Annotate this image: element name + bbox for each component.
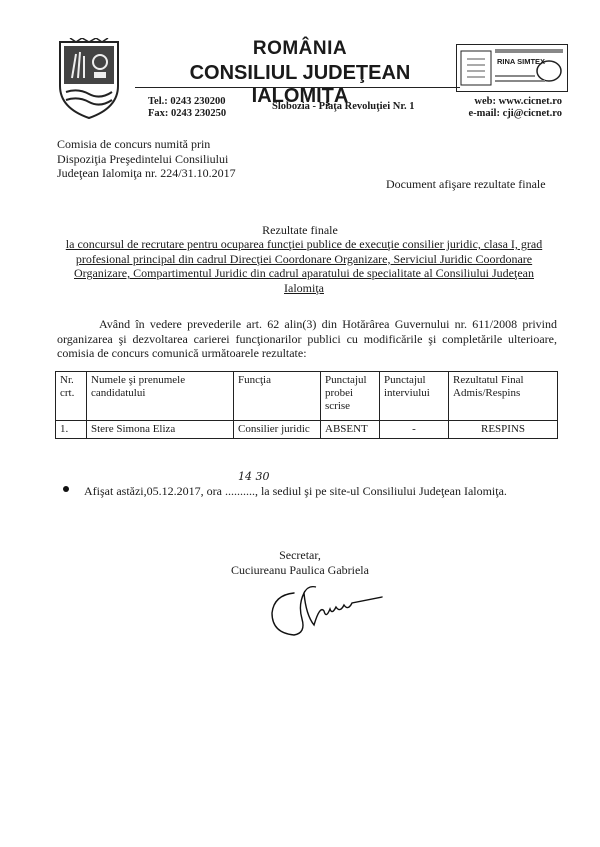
header-final-result: Rezultatul Final Admis/Respins <box>449 372 558 421</box>
cell-interview-score: - <box>380 421 449 439</box>
header-name: Numele şi prenumele candidatului <box>87 372 234 421</box>
commission-line: Dispoziţia Preşedintelui Consiliului <box>57 151 229 166</box>
certification-label: RINA SIMTEX <box>497 57 546 66</box>
posted-suffix: , la sediul şi pe site-ul Consiliului Judeţean Ialomiţa. <box>254 484 507 498</box>
posted-prefix: Afişat astăzi,05.12.2017, ora <box>84 484 225 498</box>
email: e-mail: cji@cicnet.ro <box>468 108 562 119</box>
certification-icon <box>457 45 567 91</box>
cell-written-score: ABSENT <box>321 421 380 439</box>
document-label: Document afişare rezultate finale <box>386 177 546 191</box>
header-interview-score: Punctajul interviului <box>380 372 449 421</box>
cell-function: Consilier juridic <box>234 421 321 439</box>
fax-number: Fax: 0243 230250 <box>148 108 227 119</box>
header-written-score: Punctajul probei scrise <box>321 372 380 421</box>
posted-dots: .......... <box>224 484 255 498</box>
cell-name: Stere Simona Eliza <box>87 421 234 439</box>
address: Slobozia - Piaţa Revoluţiei Nr. 1 <box>272 101 415 112</box>
header-divider <box>135 87 460 88</box>
institution-title: CONSILIUL JUDEŢEAN IALOMIŢA <box>189 62 411 107</box>
cell-nr: 1. <box>56 421 87 439</box>
results-table <box>55 371 558 439</box>
website: web: www.cicnet.ro <box>474 96 562 107</box>
intro-text: Având în vedere prevederile art. 62 alin(3) din Hotărârea Guvernului nr. 611/2008 privind organizarea şi dezvoltarea carierei funcţionarilor publici cu modificările şi completările ulterioare, comisia de concurs comunică următoarele rezultate: <box>57 317 557 360</box>
secretary-name: Cuciureanu Paulica Gabriela <box>231 563 369 577</box>
posted-notice <box>84 484 507 499</box>
header-function: Funcţia <box>234 372 321 421</box>
contact-phone-block <box>148 96 226 120</box>
phone-number: Tel.: 0243 230200 <box>148 96 226 107</box>
intro-paragraph <box>57 317 557 361</box>
secretary-block <box>0 548 600 578</box>
commission-line: Judeţean Ialomiţa nr. 224/31.10.2017 <box>57 166 236 180</box>
commission-block <box>57 137 236 181</box>
results-description: la concursul de recrutare pentru ocuparea funcţiei publice de execuţie consilier juridic, clasa I, grad profesional principal din cadrul Direcţiei Coordonare Organizare, Serviciul Juridic Coordonare Organizare, Compartimentul Juridic din cadrul aparatului de specialitate al Consiliului Judeţean Ialomiţa <box>65 237 543 295</box>
certification-badge <box>456 44 568 92</box>
header-nr: Nr. crt. <box>56 372 87 421</box>
secretary-role: Secretar, <box>279 548 321 562</box>
contact-web-block <box>468 96 562 120</box>
handwritten-time: 14 30 <box>238 470 270 483</box>
bullet-icon <box>63 486 69 492</box>
commission-line: Comisia de concurs numită prin <box>57 137 211 151</box>
table-header-row <box>56 372 558 421</box>
results-title: Rezultate finale <box>262 223 338 237</box>
country-title: ROMÂNIA <box>252 38 348 59</box>
cell-final-result: RESPINS <box>449 421 558 439</box>
table-row <box>56 421 558 439</box>
signature <box>264 575 389 645</box>
